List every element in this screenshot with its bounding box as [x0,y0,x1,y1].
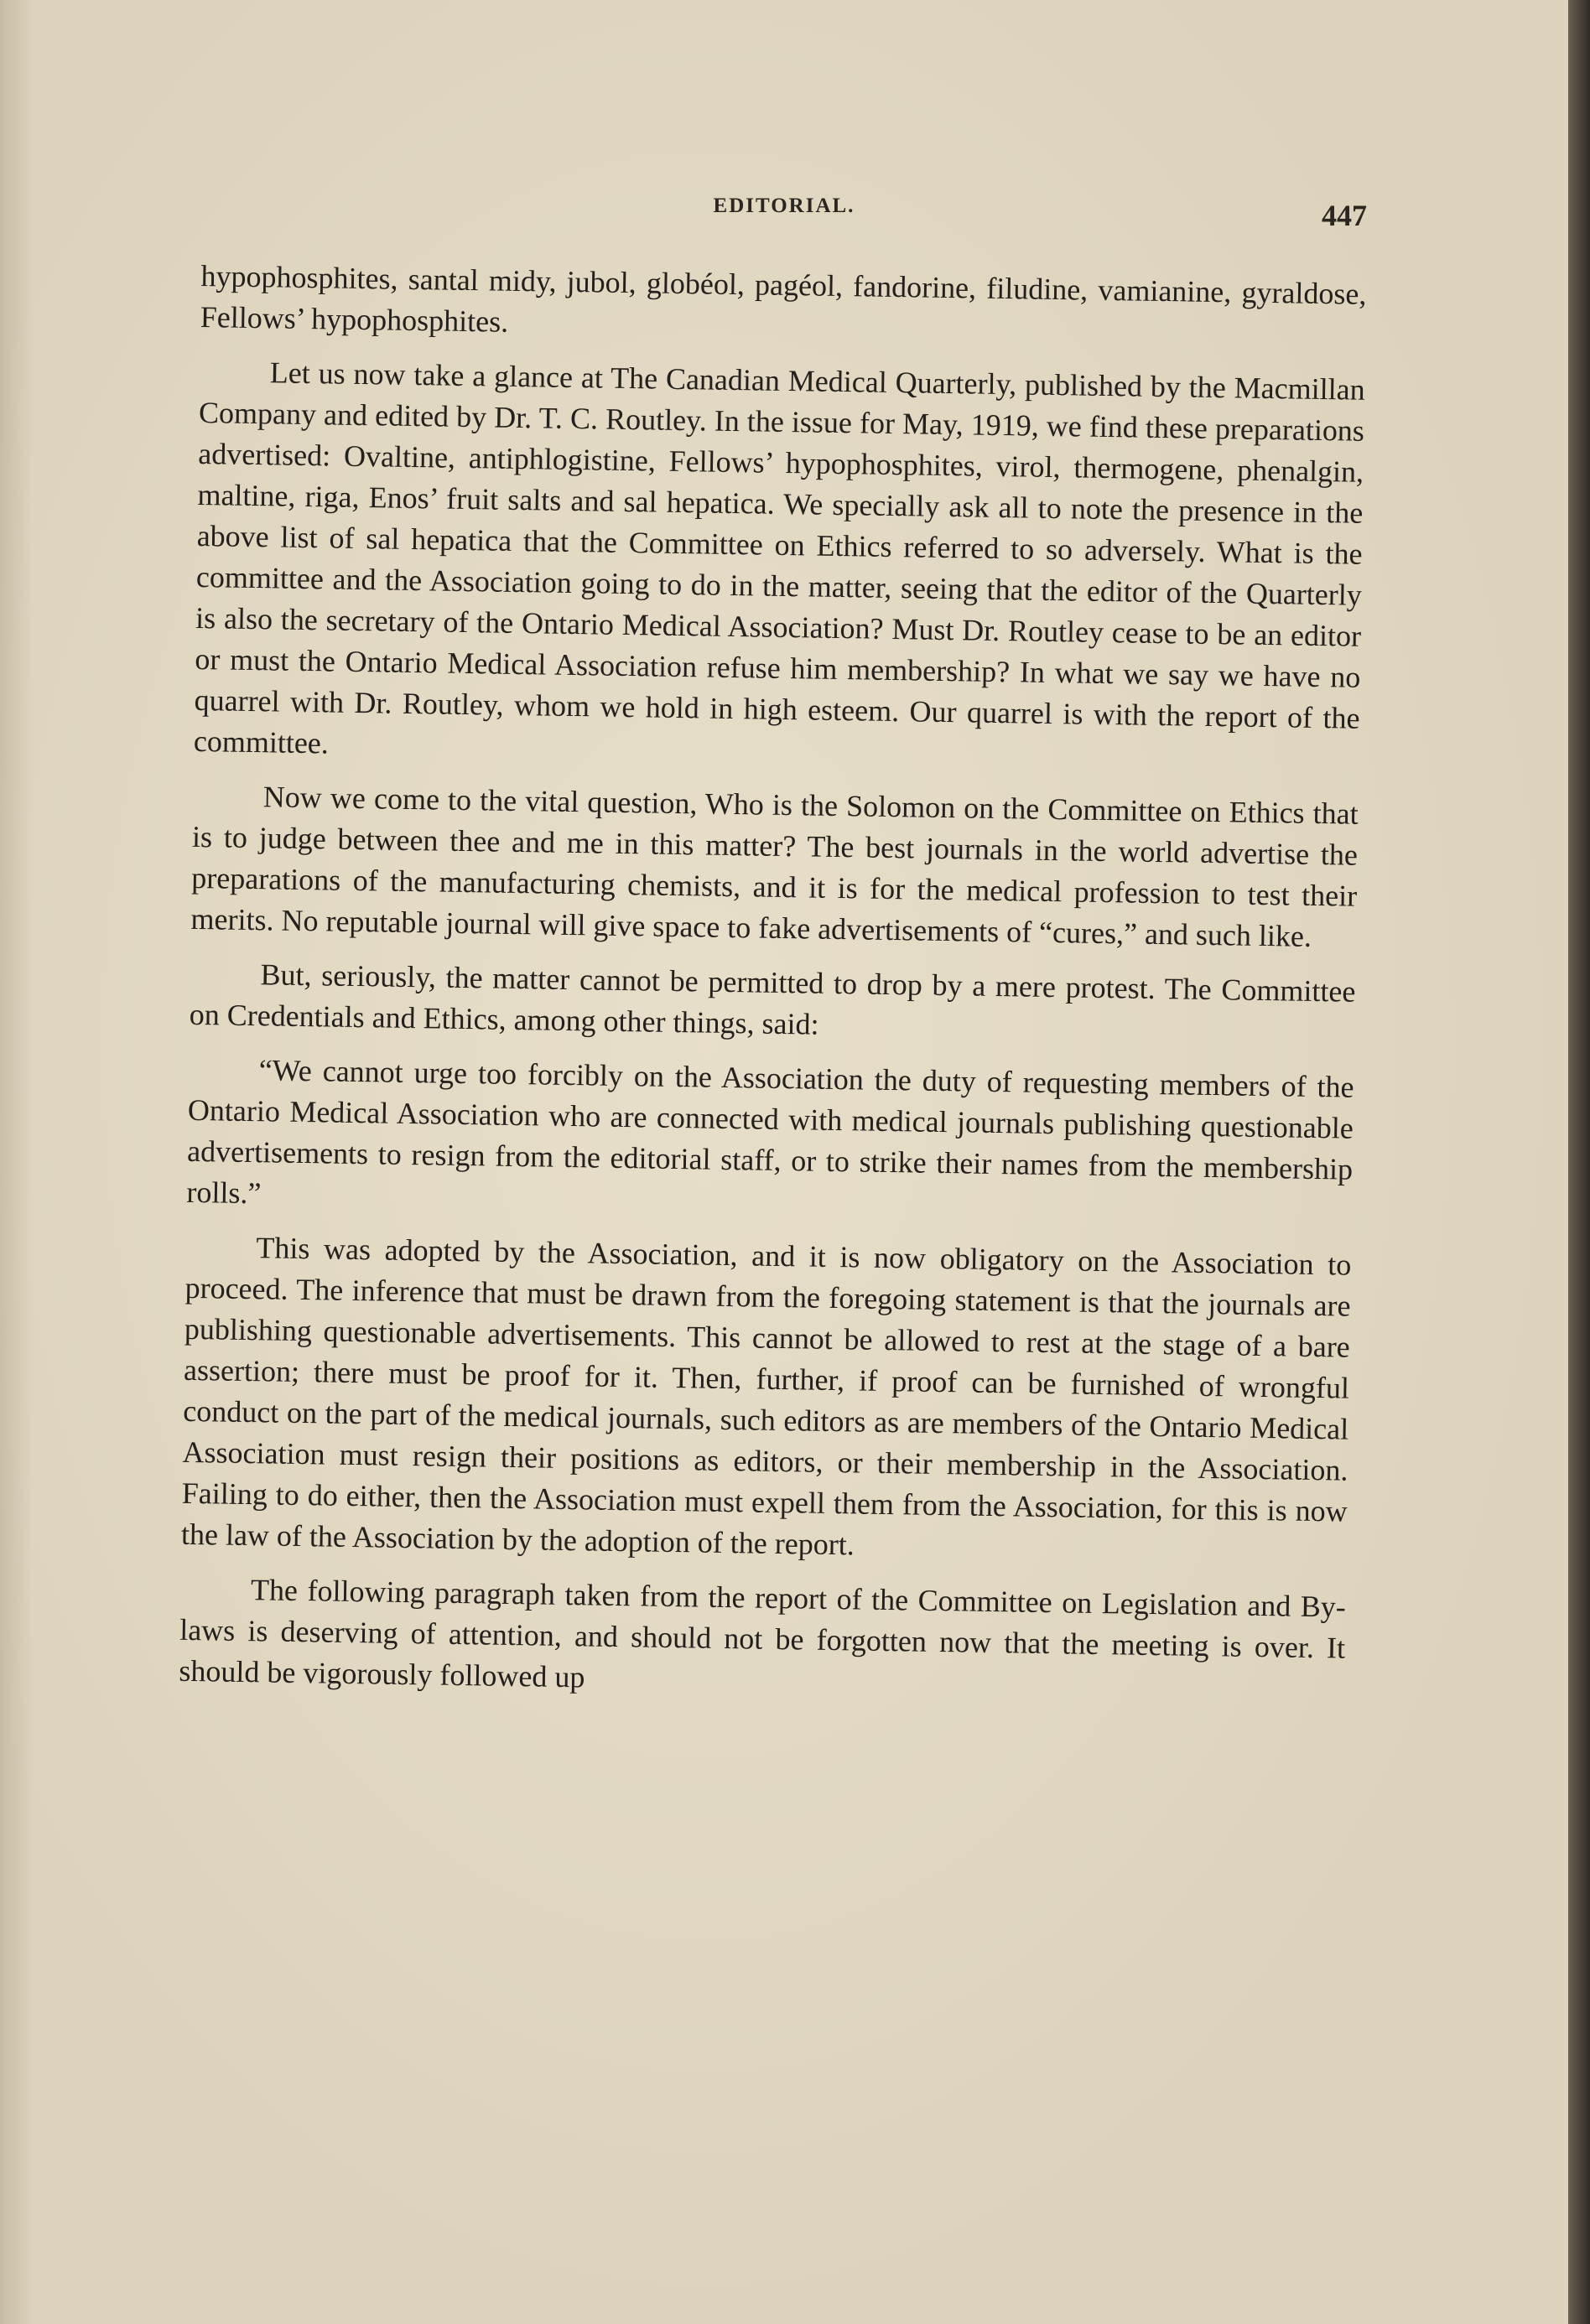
body-text [179,256,1367,1724]
page-header [201,186,1367,236]
paragraph-canadian-quarterly: Let us now take a glance at The Canadian Medical Quarterly, published by the Macmillan Company and edited by Dr. T. C. Routley. In the issue for May, 1919, we find these preparations advertised: Ovaltine, antiphlogistine, Fellows’ hypophosphites, virol, thermogene, phenalgin, maltine, riga, Enos’ fruit salts and sal hepatica. We specially ask all to note the presence in the above list of sal hepatica that the Committee on Ethics referred to so adversely. What is the committee and the Association going to do in the matter, seeing that the editor of the Quarterly is also the secretary of the Ontario Medical Association? Must Dr. Routley cease to be an editor or must the Ontario Medical Association refuse him membership? In what we say we have no quarrel with Dr. Routley, whom we hold in high esteem. Our quarrel is with the report of the committee. [193,355,1365,760]
paragraph-vital-question: Now we come to the vital question, Who is the Solomon on the Committee on Ethics that is to judge between thee and me in this matter? The best journals in the world advertise the preparations of the manufacturing chemists, and it is for the medical profession to test their merits. No reputable journal will give space to fake advertisements of “cures,” and such like. [190,780,1359,953]
book-spine-edge [1568,0,1590,2324]
paragraph-protest: But, seriously, the matter cannot be permitted to drop by a mere protest. The Committee on Credentials and Ethics, among other things, said: [189,957,1356,1041]
running-head: EDITORIAL. [713,195,855,217]
paragraph-continuation: hypophosphites, santal midy, jubol, globéol, pagéol, fandorine, filudine, vamianine, gyraldose, Fellows’ hypophosphites. [200,258,1367,339]
paragraph-committee-quote: “We cannot urge too forcibly on the Association the duty of requesting members of the Ontario Medical Association who are connected with medical journals publishing questionable advertisements to resign from the editorial staff, or to strike their names from the membership rolls.” [186,1053,1354,1211]
paragraph-legislation: The following paragraph taken from the report of the Committee on Legislation and By-laws is deserving of attention, and should not be forgotten now that the meeting is over. It should be vigorously followed up [179,1573,1347,1694]
page-number: 447 [1322,199,1367,232]
paragraph-adopted: This was adopted by the Association, and it is now obligatory on the Association to proceed. The inference that must be drawn from the foregoing statement is that the journals are publishing questionable advertisements. This cannot be allowed to rest at the stage of a bare assertion; there must be proof for it. Then, further, if proof can be furnished of wrongful conduct on the part of the medical journals, such editors as are members of the Ontario Medical Association must resign their positions as editors, or their membership in the Association. Failing to do either, then the Association must expell them from the Association, for this is now the law of the Association by the adoption of the report. [180,1231,1352,1562]
